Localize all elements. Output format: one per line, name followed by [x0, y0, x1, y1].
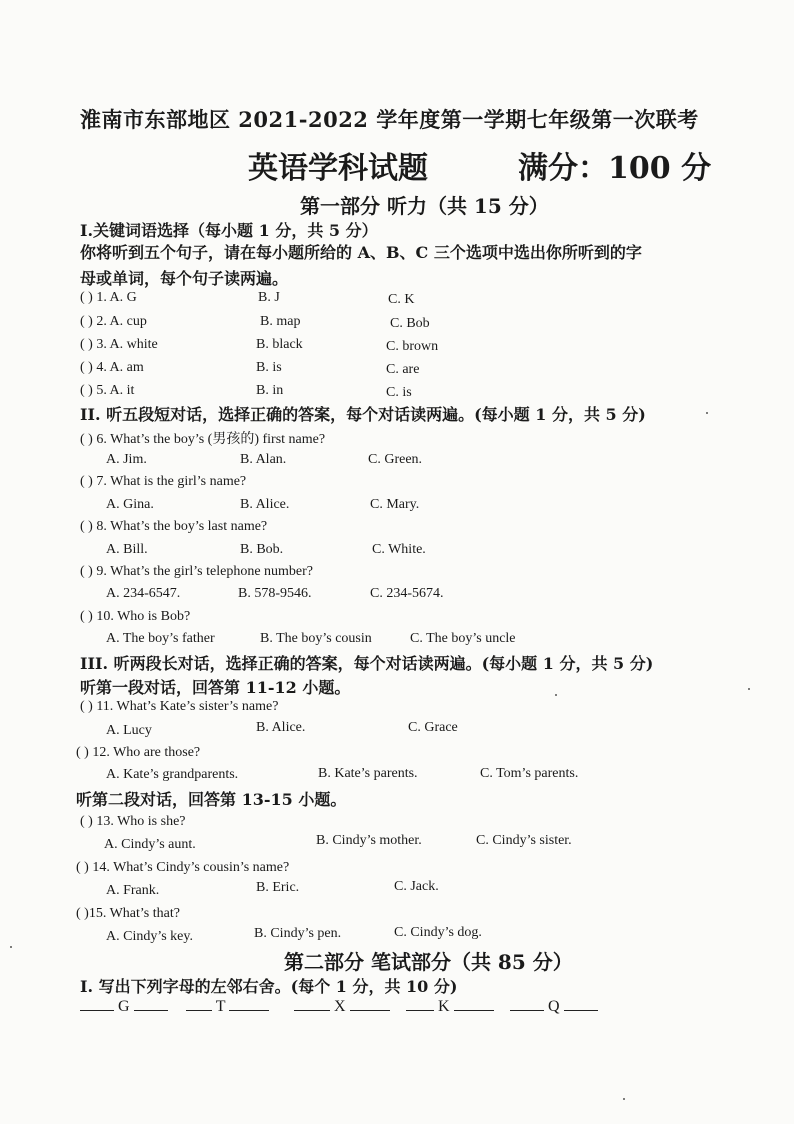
sec1-instruction-1: 你将听到五个句子，请在每小题所给的 A、B、C 三个选项中选出你所听到的字: [80, 243, 642, 262]
letter-q: Q: [548, 998, 560, 1015]
scan-speck: [748, 688, 750, 690]
q1-option-b: B. J: [258, 290, 280, 305]
q7-option-b: B. Alice.: [240, 497, 290, 512]
blank-right[interactable]: [454, 1010, 494, 1011]
letter-blank-k: [406, 998, 494, 1016]
subject-title: 英语学科试题: [248, 151, 428, 186]
blank-right[interactable]: [134, 1010, 168, 1011]
question-13: ( ) 13. Who is she?: [80, 814, 186, 829]
q13-option-a: A. Cindy’s aunt.: [104, 837, 196, 852]
q4-option-c: C. are: [386, 362, 420, 377]
blank-right[interactable]: [229, 1010, 269, 1011]
scan-speck: [10, 946, 12, 948]
q8-option-c: C. White.: [372, 542, 426, 557]
question-4: ( ) 4. A. am: [80, 360, 144, 375]
q11-option-b: B. Alice.: [256, 720, 306, 735]
blank-left[interactable]: [510, 1010, 544, 1011]
question-12: ( ) 12. Who are those?: [76, 745, 201, 760]
sec3-title: III. 听两段长对话，选择正确的答案，每个对话读两遍。(每小题 1 分，共 5 分): [80, 654, 654, 673]
letter-blank-g: [80, 998, 168, 1016]
q12-option-a: A. Kate’s grandparents.: [106, 767, 239, 782]
part1-title: 第一部分 听力（共 15 分）: [300, 194, 549, 218]
sec1-instruction-2: 母或单词，每个句子读两遍。: [80, 269, 289, 288]
dialog2-instruction: 听第二段对话，回答第 13-15 小题。: [76, 790, 347, 809]
q13-option-c: C. Cindy’s sister.: [476, 833, 572, 848]
blank-left[interactable]: [186, 1010, 212, 1011]
q5-option-c: C. is: [386, 385, 412, 400]
q14-option-a: A. Frank.: [106, 883, 160, 898]
question-15: ( )15. What’s that?: [76, 906, 180, 921]
blank-left[interactable]: [294, 1010, 330, 1011]
letter-g: G: [118, 998, 130, 1015]
q10-option-a: A. The boy’s father: [106, 631, 215, 646]
letter-t: T: [215, 998, 226, 1015]
scan-speck: [706, 412, 708, 414]
letter-blank-x: [294, 998, 390, 1016]
q3-option-c: C. brown: [386, 339, 439, 354]
q13-option-b: B. Cindy’s mother.: [316, 833, 422, 848]
question-9: ( ) 9. What’s the girl’s telephone number?: [80, 564, 314, 579]
q9-option-c: C. 234-5674.: [370, 586, 444, 601]
q14-option-b: B. Eric.: [256, 880, 300, 895]
blank-left[interactable]: [406, 1010, 434, 1011]
q12-option-b: B. Kate’s parents.: [318, 766, 418, 781]
question-5: ( ) 5. A. it: [80, 383, 135, 398]
q9-option-a: A. 234-6547.: [106, 586, 181, 601]
blank-right[interactable]: [350, 1010, 390, 1011]
letter-k: K: [438, 998, 450, 1015]
q3-option-b: B. black: [256, 337, 303, 352]
q2-option-b: B. map: [260, 314, 301, 329]
question-7: ( ) 7. What is the girl’s name?: [80, 474, 247, 489]
part2-title: 第二部分 笔试部分（共 85 分）: [284, 950, 573, 974]
question-8: ( ) 8. What’s the boy’s last name?: [80, 519, 268, 534]
q11-option-a: A. Lucy: [106, 723, 152, 738]
exam-header-title: 淮南市东部地区 2021-2022 学年度第一学期七年级第一次联考: [80, 107, 699, 132]
q6-option-c: C. Green.: [368, 452, 423, 467]
q12-option-c: C. Tom’s parents.: [480, 766, 579, 781]
blank-left[interactable]: [80, 1010, 114, 1011]
scan-speck: [555, 694, 557, 696]
q15-option-a: A. Cindy’s key.: [106, 929, 193, 944]
q6-option-a: A. Jim.: [106, 452, 147, 467]
question-14: ( ) 14. What’s Cindy’s cousin’s name?: [76, 860, 290, 875]
q11-option-c: C. Grace: [408, 720, 458, 735]
scan-speck: [623, 1098, 625, 1100]
question-1: ( ) 1. A. G: [80, 290, 137, 305]
part2-sec1-title: Ⅰ. 写出下列字母的左邻右舍。(每个 1 分，共 10 分): [80, 977, 458, 996]
q4-option-b: B. is: [256, 360, 282, 375]
q7-option-a: A. Gina.: [106, 497, 154, 512]
q15-option-c: C. Cindy’s dog.: [394, 925, 482, 940]
q15-option-b: B. Cindy’s pen.: [254, 926, 342, 941]
q6-option-b: B. Alan.: [240, 452, 287, 467]
q7-option-c: C. Mary.: [370, 497, 420, 512]
q8-option-a: A. Bill.: [106, 542, 148, 557]
sec2-title: II. 听五段短对话，选择正确的答案，每个对话读两遍。(每小题 1 分，共 5 分): [80, 405, 646, 424]
letter-blank-t: [186, 998, 269, 1016]
question-6: ( ) 6. What’s the boy’s (男孩的) first name?: [80, 432, 326, 447]
q10-option-b: B. The boy’s cousin: [260, 631, 372, 646]
letter-blank-q: [510, 998, 598, 1016]
q5-option-b: B. in: [256, 383, 284, 398]
sec1-title: Ⅰ.关键词语选择（每小题 1 分，共 5 分）: [80, 221, 378, 240]
q9-option-b: B. 578-9546.: [238, 586, 312, 601]
question-10: ( ) 10. Who is Bob?: [80, 609, 191, 624]
full-score: 满分：100 分: [518, 151, 712, 186]
blank-right[interactable]: [564, 1010, 598, 1011]
q10-option-c: C. The boy’s uncle: [410, 631, 516, 646]
letter-x: X: [334, 998, 346, 1015]
q1-option-c: C. K: [388, 292, 415, 307]
q14-option-c: C. Jack.: [394, 879, 439, 894]
q8-option-b: B. Bob.: [240, 542, 284, 557]
question-3: ( ) 3. A. white: [80, 337, 158, 352]
q2-option-c: C. Bob: [390, 316, 430, 331]
question-2: ( ) 2. A. cup: [80, 314, 147, 329]
question-11: ( ) 11. What’s Kate’s sister’s name?: [80, 699, 279, 714]
dialog1-instruction: 听第一段对话，回答第 11-12 小题。: [80, 678, 351, 697]
